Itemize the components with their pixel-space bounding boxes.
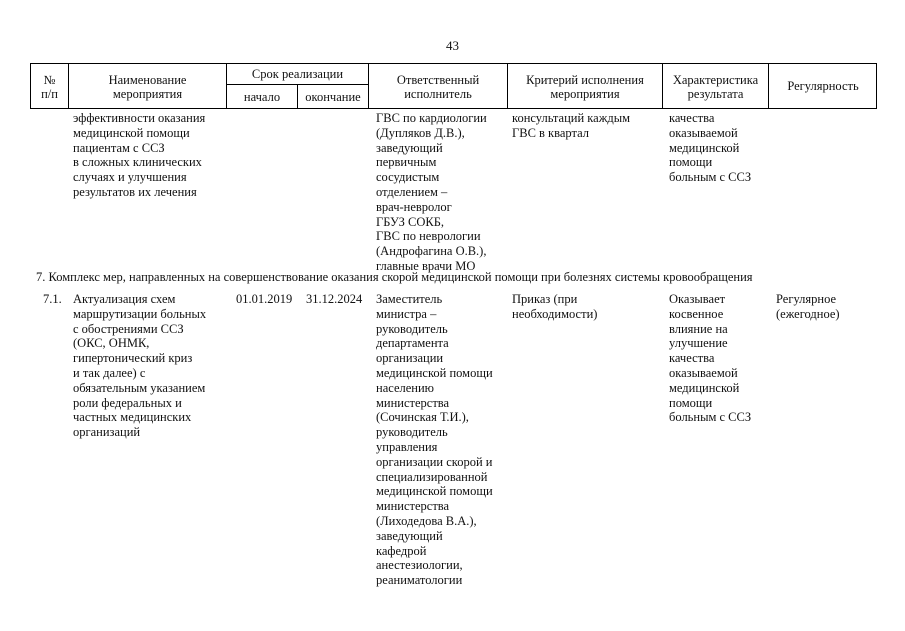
table-header [30,63,877,109]
continued-row-result: качества оказываемой медицинской помощи больным с ССЗ [669,111,752,185]
continued-row-responsible: ГВС по кардиологии (Дупляков Д.В.), заведующий первичным сосудистым отделением – врач-невролог ГБУЗ СОКБ, ГВС по неврологии (Андрофагина О.В.), главные врачи МО [376,111,487,273]
row-7-1-responsible: Заместитель министра – руководитель департамента организации медицинской помощи населению министерства (Сочинская Т.И.), руководитель управления организации скорой и специализированной медицинской помощи министерства (Лиходедова В.А.), заведующий кафедрой анестезиологии, реаниматологии [376,292,493,588]
continued-row-criterion: консультаций каждым ГВС в квартал [512,111,631,140]
header-end: окончание [305,90,361,104]
row-7-1-result: Оказывает косвенное влияние на улучшение качества оказываемой медицинской помощи больным с ССЗ [669,292,752,425]
header-number: № п/п [41,73,58,101]
row-7-1-regularity: Регулярное (ежегодное) [776,292,840,321]
continued-row-name: эффективности оказания медицинской помощи пациентам с ССЗ в сложных клинических случаях и улучшения результатов их лечения [73,111,206,199]
header-result: Характеристика результата [672,73,759,101]
header-start: начало [243,90,281,104]
row-7-1-criterion: Приказ (при необходимости) [512,292,598,321]
header-period: Срок реализации [251,67,344,81]
row-7-1-name: Актуализация схем маршрутизации больных с обострениями ССЗ (ОКС, ОНМК, гипертонический криз и так далее) с обязательным указанием роли федеральных и частных медицинских организаций [73,292,207,440]
header-criterion: Критерий исполнения мероприятия [526,73,644,101]
row-7-1-end: 31.12.2024 [306,292,363,306]
header-name: Наименование мероприятия [108,73,187,101]
row-7-1-number: 7.1. [43,292,62,306]
header-responsible: Ответственный исполнитель [396,73,480,101]
row-7-1-start: 01.01.2019 [236,292,293,306]
header-regularity: Регулярность [787,79,859,93]
page-number: 43 [446,38,459,53]
section-title: 7. Комплекс мер, направленных на совершенствование оказания скорой медицинской помощи при болезнях системы кровообращения [36,270,753,284]
